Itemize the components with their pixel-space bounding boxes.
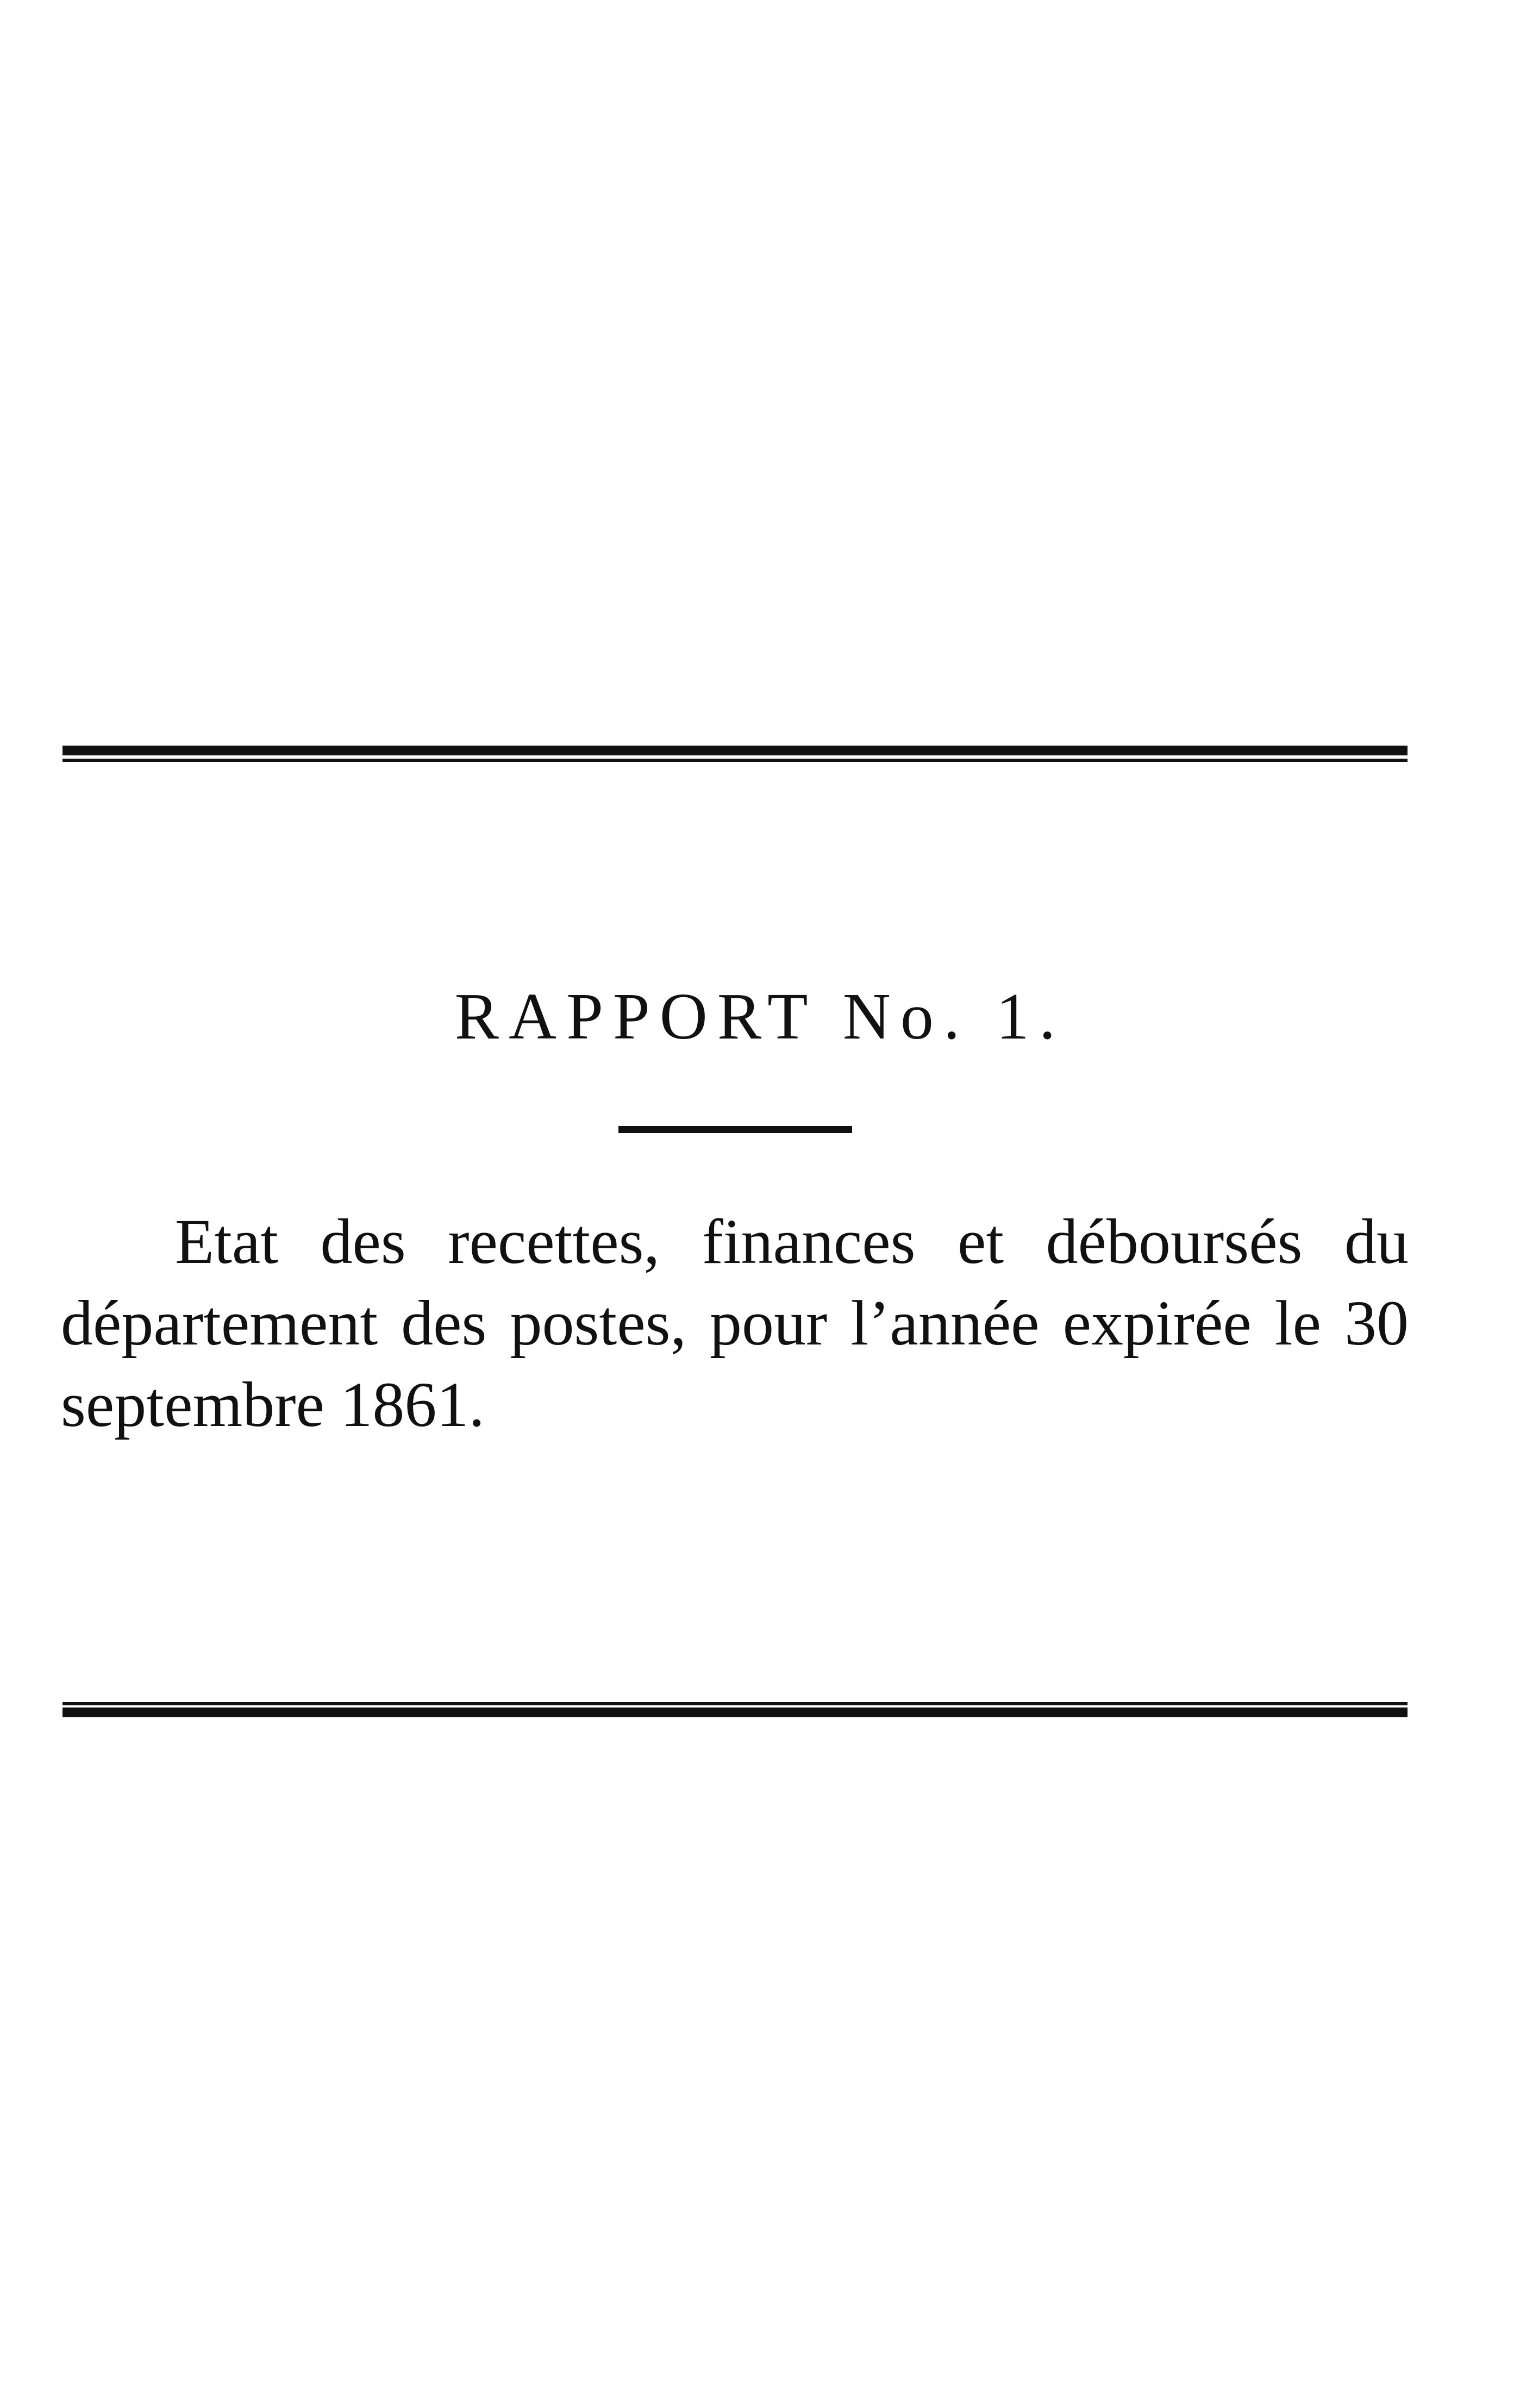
top-double-rule <box>62 746 1408 764</box>
report-title: RAPPORT No. 1. <box>454 980 1066 1053</box>
description-line-2: département des postes, pour l’année expirée le 30 <box>61 1287 1409 1359</box>
description-line-3: septembre 1861. <box>61 1369 485 1440</box>
top-rule-thick-line <box>62 746 1408 755</box>
bottom-rule-thin-line <box>62 1702 1408 1705</box>
report-description <box>61 1201 1409 1446</box>
description-line-1: Etat des recettes, finances et déboursés du <box>175 1206 1409 1277</box>
bottom-double-rule <box>62 1702 1408 1721</box>
title-separator-rule <box>618 1126 852 1133</box>
bottom-rule-thick-line <box>62 1708 1408 1717</box>
top-rule-thin-line <box>62 759 1408 762</box>
